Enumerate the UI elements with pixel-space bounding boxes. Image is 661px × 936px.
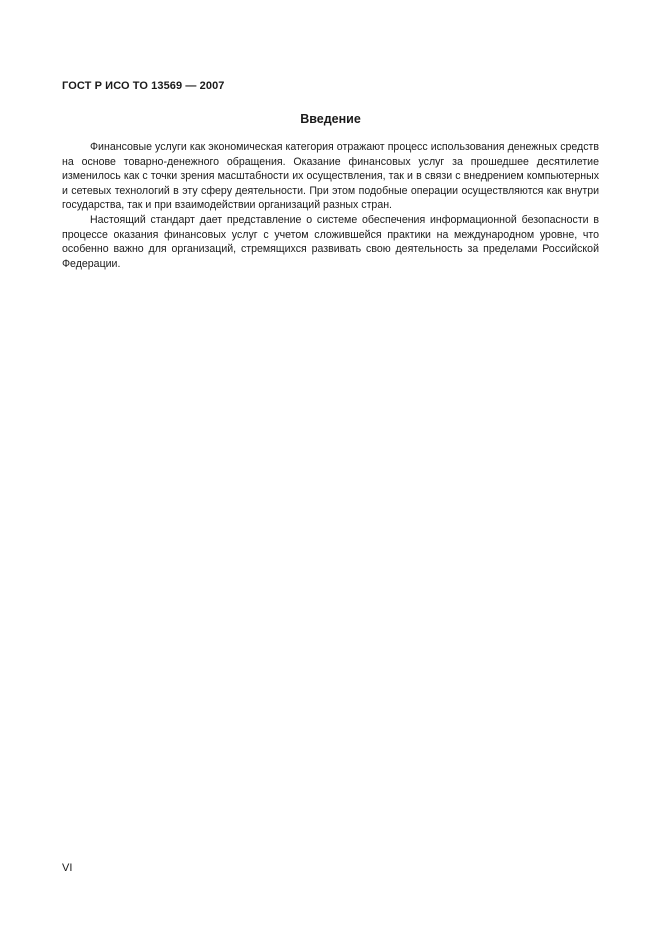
body-text: [62, 140, 599, 271]
paragraph: Настоящий стандарт дает представление о системе обеспечения информационной безопасности в процессе оказания финансовых услуг с учетом сложившейся практики на международном уровне, что особенно важно для организаций, стремящихся развивать свою деятельность за пределами Российской Федерации.: [62, 213, 599, 270]
document-header: ГОСТ Р ИСО ТО 13569 — 2007: [62, 80, 225, 92]
section-title: Введение: [300, 112, 361, 126]
paragraph: Финансовые услуги как экономическая категория отражают процесс использования денежных средств на основе товарно-денежного обращения. Оказание финансовых услуг за прошедшее десятилетие изменилось как с точки зрения масштабности их осуществления, так и в связи с внедрением компьютерных и сетевых технологий в эту сферу деятельности. При этом подобные операции осуществляются как внутри государства, так и при взаимодействии организаций разных стран.: [62, 141, 599, 212]
page-number: VI: [62, 862, 73, 874]
